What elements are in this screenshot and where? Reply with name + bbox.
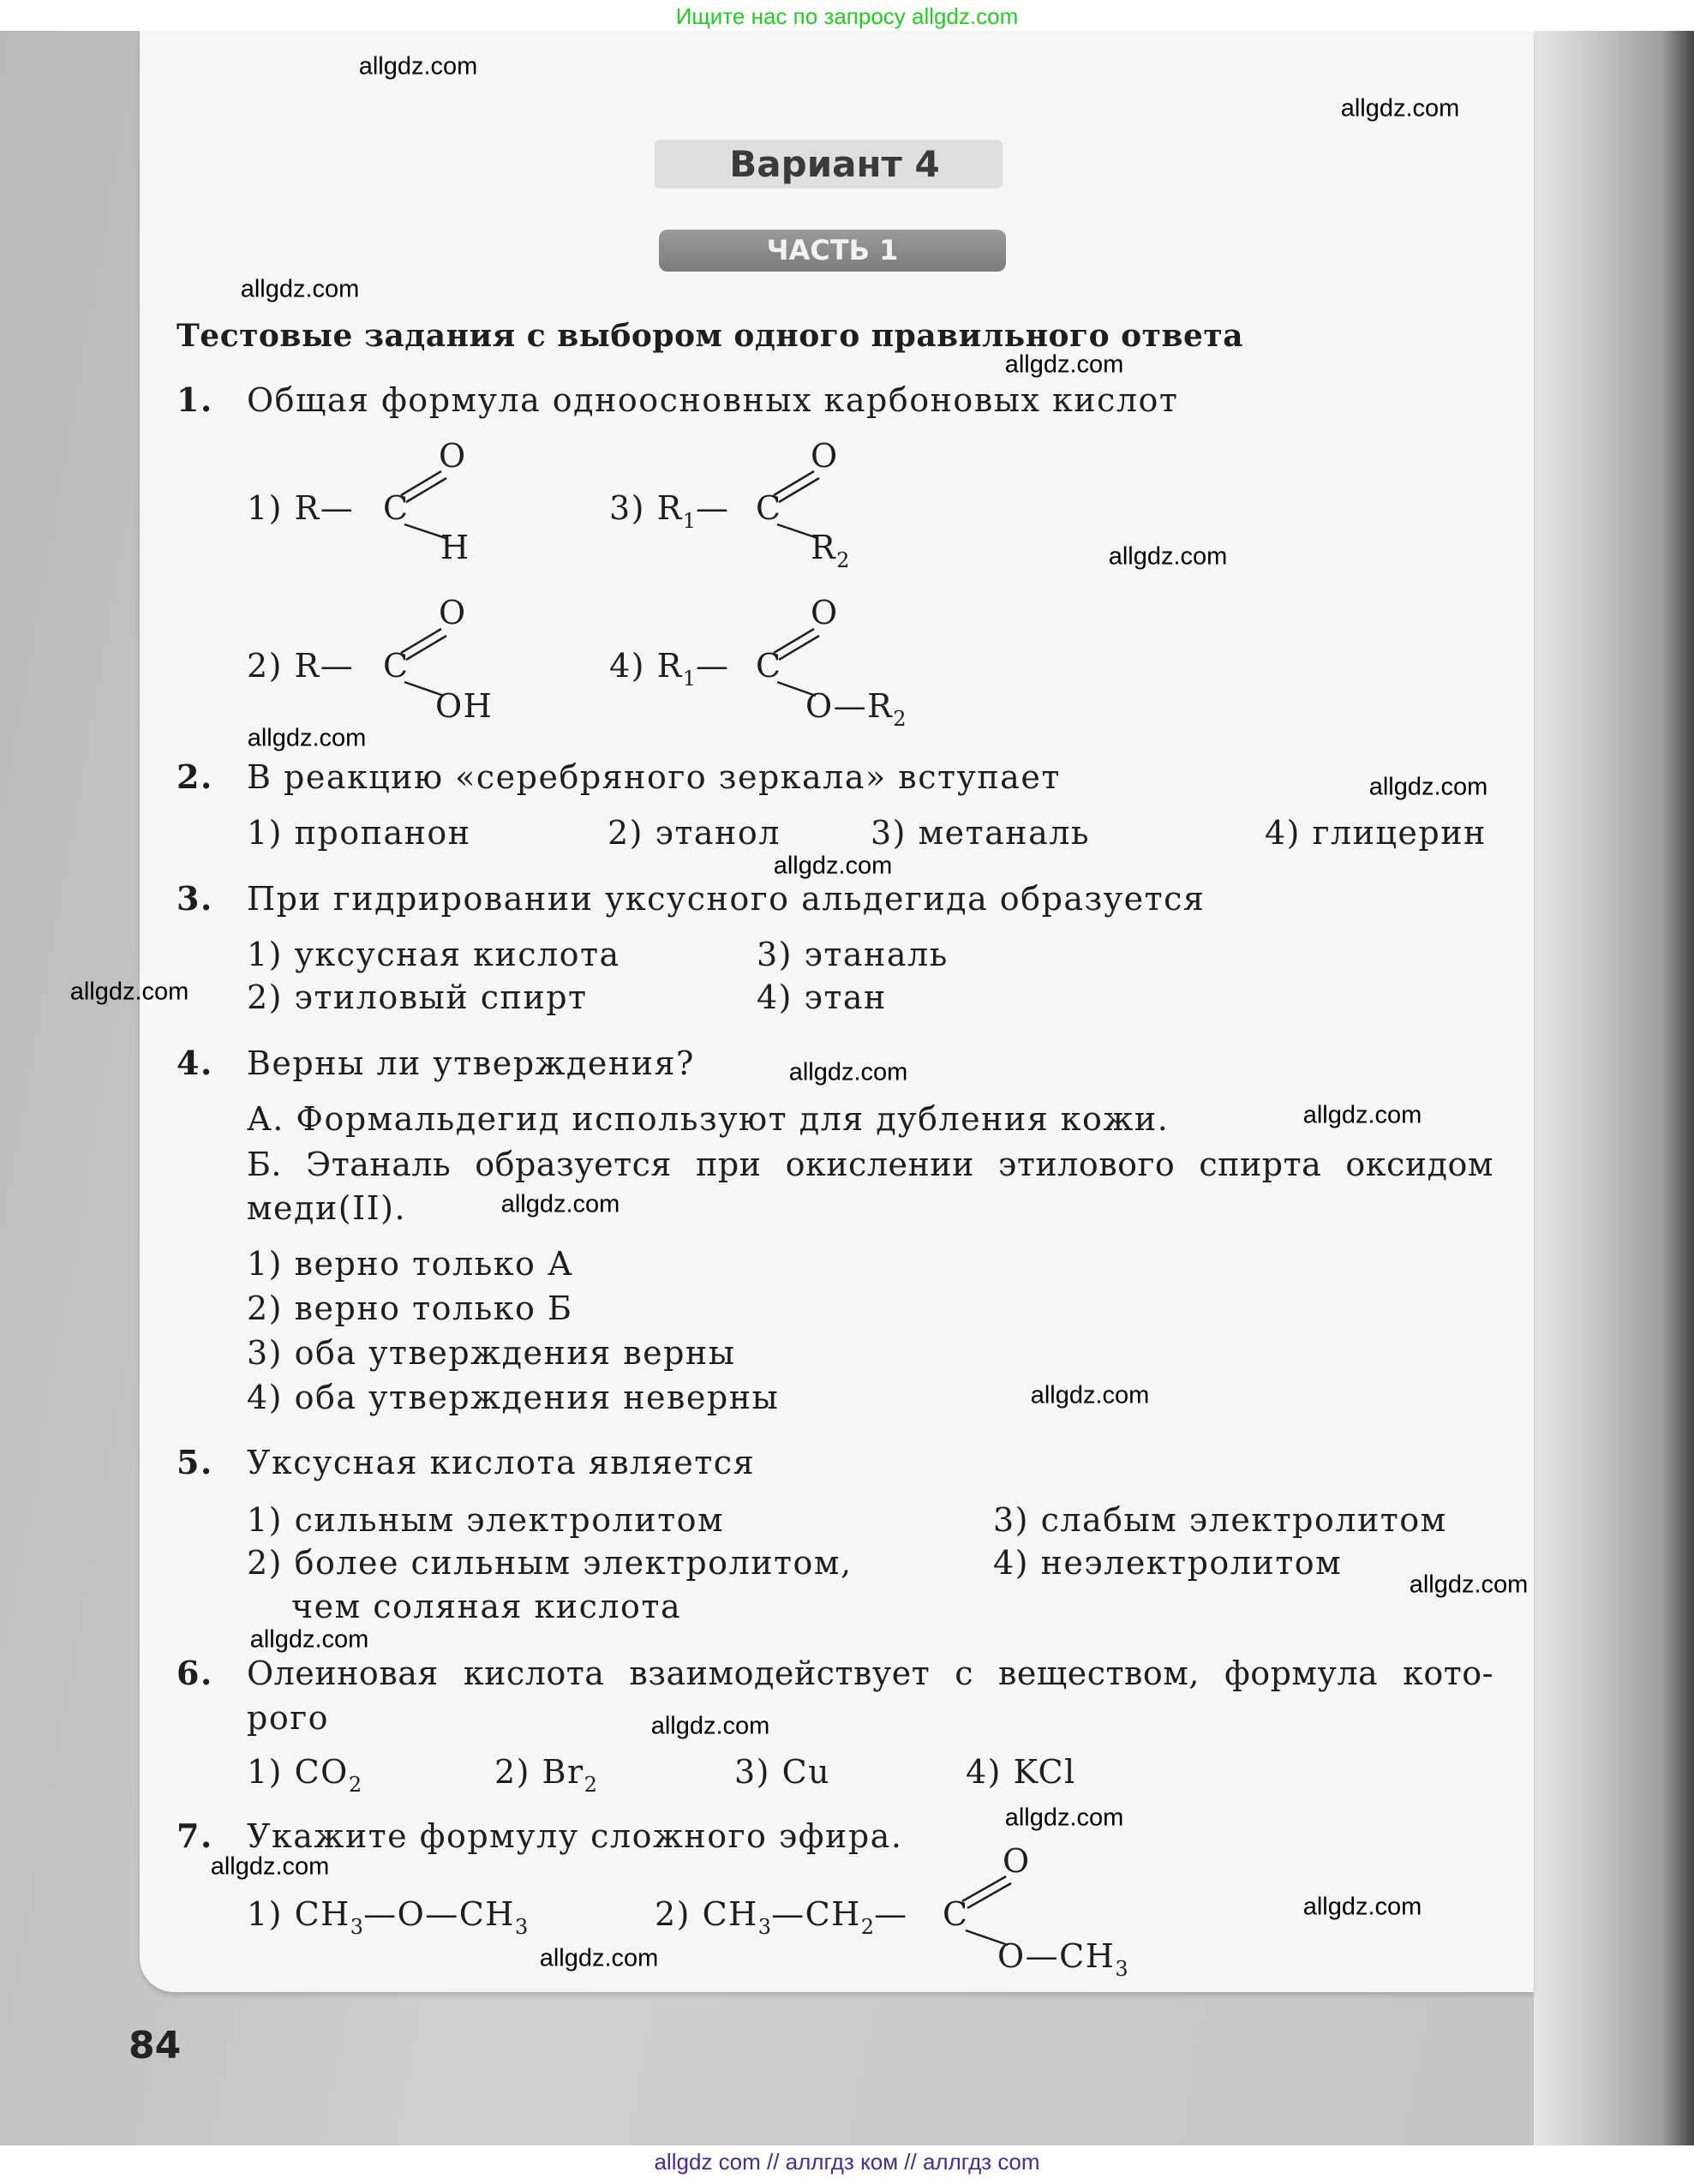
oxygen-atom: O [439,594,467,631]
subscript: 1 [682,667,696,691]
q5-text: Уксусная кислота является [247,1444,756,1481]
q1-number: 1. [177,380,213,419]
carbon-atom: C [943,1895,969,1933]
q5-option-2-cont: чем соляная кислота [291,1588,682,1625]
q2-option-3[interactable]: 3) метаналь [871,814,1091,852]
page-number: 84 [129,2024,182,2067]
q1-opt4-bonds [774,629,819,696]
q1-opt2-bonds [401,629,446,696]
q3-option-1[interactable]: 1) уксусная кислота [247,936,620,973]
watermark: allgdz.com [1302,1101,1422,1129]
q4-statement-b: Б. Этаналь образуется при окислении этилового спирта оксидом [247,1146,1493,1183]
hydroxyl-group: OH [435,687,494,725]
watermark: allgdz.com [1108,542,1228,571]
watermark: allgdz.com [1368,773,1488,801]
formula: 2) Br [494,1753,584,1791]
q3-number: 3. [177,879,213,918]
watermark: allgdz.com [539,1944,659,1972]
formula-label: 2) R— [247,647,355,685]
oxygen-atom: O [811,437,839,475]
q1-opt1-bonds [401,471,446,538]
subscript: 2 [584,1773,597,1797]
radical-text: R [811,529,837,566]
watermark: allgdz.com [773,852,893,880]
q6-text: Олеиновая кислота взаимодействует с веществом, формула кото- [247,1654,1493,1692]
q1-text: Общая формула одноосновных карбоновых кислот [247,381,1179,419]
watermark: allgdz.com [358,52,478,81]
q2-option-1[interactable]: 1) пропанон [247,814,471,852]
formula-label [655,1894,908,1939]
watermark: allgdz.com [1409,1571,1529,1599]
q2-option-4[interactable]: 4) глицерин [1265,814,1487,852]
label-text: 3) R [609,489,683,527]
subscript: 1 [682,509,696,533]
q5-number: 5. [177,1443,213,1481]
label-text: 4) R [609,647,683,685]
q6-option-4[interactable]: 4) KCl [966,1753,1076,1791]
formula-label: 1) R— [247,489,355,527]
bond-dash: — [874,1895,908,1933]
q4-text: Верны ли утверждения? [247,1044,695,1082]
watermark: allgdz.com [249,1625,369,1654]
q3-text: При гидрировании уксусного альдегида образуется [247,880,1206,918]
q5-option-3[interactable]: 3) слабым электролитом [993,1501,1447,1539]
watermark: allgdz.com [650,1712,770,1740]
oxygen-atom: O [811,594,839,631]
q4-option-3[interactable]: 3) оба утверждения верны [247,1334,736,1372]
q5-option-4[interactable]: 4) неэлектролитом [993,1544,1343,1582]
q6-option-2[interactable] [494,1751,597,1797]
carbon-atom: C [383,489,410,527]
subscript: 3 [1115,1957,1128,1981]
watermark: allgdz.com [210,1852,330,1881]
oxygen-atom: O [1003,1842,1031,1880]
q3-option-3[interactable]: 3) этаналь [757,936,949,973]
formula-part: 1) CH [247,1895,350,1933]
subscript: 3 [350,1915,364,1939]
top-banner[interactable]: Ищите нас по запросу allgdz.com [675,3,1019,29]
watermark: allgdz.com [1340,94,1460,123]
q4-number: 4. [177,1044,213,1082]
variant-title: Вариант 4 [729,143,940,185]
formula-part: 2) CH [655,1895,758,1933]
q4-option-2[interactable]: 2) верно только Б [247,1289,573,1327]
q4-option-4[interactable]: 4) оба утверждения неверны [247,1379,780,1416]
q1-opt3-bonds [774,471,819,538]
formula-part: —CH [771,1895,861,1933]
watermark: allgdz.com [500,1190,620,1218]
carbon-atom: C [756,489,782,527]
subscript: 2 [836,548,850,572]
formula-part: —O—CH [363,1895,515,1933]
ester-text: O—R [805,687,894,725]
q2-option-2[interactable]: 2) этанол [608,814,781,852]
subscript: 2 [893,707,907,731]
part-badge: ЧАСТЬ 1 [659,230,1006,272]
q4-statement-a: А. Формальдегид используют для дубления кожи. [247,1100,1170,1138]
q7-number: 7. [177,1816,213,1855]
methoxy-group [997,1936,1128,1981]
watermark: allgdz.com [247,724,367,752]
q7-text: Укажите формулу сложного эфира. [247,1817,903,1855]
bottom-banner[interactable]: allgdz com // аллгдз ком // аллгдз com [654,2149,1040,2175]
bond-dash: — [695,647,730,685]
subscript: 3 [514,1915,529,1939]
q7-option-1[interactable] [247,1894,528,1939]
q4-option-1[interactable]: 1) верно только А [247,1245,574,1283]
q7-opt2-bonds [962,1876,1011,1945]
q6-option-3[interactable]: 3) Cu [734,1753,831,1791]
subscript: 2 [860,1915,875,1939]
bond-dash: — [695,489,730,527]
section-heading: Тестовые задания с выбором одного правильного ответа [177,318,1244,354]
q3-option-4[interactable]: 4) этан [757,978,887,1016]
group-text: O—CH [997,1937,1116,1975]
q6-text-cont: рого [247,1699,329,1737]
q5-option-2[interactable]: 2) более сильным электролитом, [247,1544,853,1582]
q2-text: В реакцию «серебряного зеркала» вступает [247,758,1061,796]
q4-statement-b-cont: меди(II). [247,1189,407,1227]
watermark: allgdz.com [69,978,189,1006]
formula: 1) CO [247,1753,349,1791]
q6-option-1[interactable] [247,1751,362,1797]
subscript: 3 [757,1915,772,1939]
q6-number: 6. [177,1654,213,1692]
carbon-atom: C [383,647,410,685]
watermark: allgdz.com [1004,1804,1124,1832]
oxygen-atom: O [439,437,467,475]
watermark: allgdz.com [240,275,360,303]
hydrogen-atom: H [440,529,470,566]
carbon-atom: C [756,647,782,685]
q5-option-1[interactable]: 1) сильным электролитом [247,1501,725,1539]
q3-option-2[interactable]: 2) этиловый спирт [247,978,588,1016]
watermark: allgdz.com [788,1058,908,1086]
watermark: allgdz.com [1030,1381,1150,1409]
q2-number: 2. [177,757,213,796]
watermark: allgdz.com [1302,1893,1422,1921]
watermark: allgdz.com [1004,350,1124,379]
subscript: 2 [348,1773,362,1797]
